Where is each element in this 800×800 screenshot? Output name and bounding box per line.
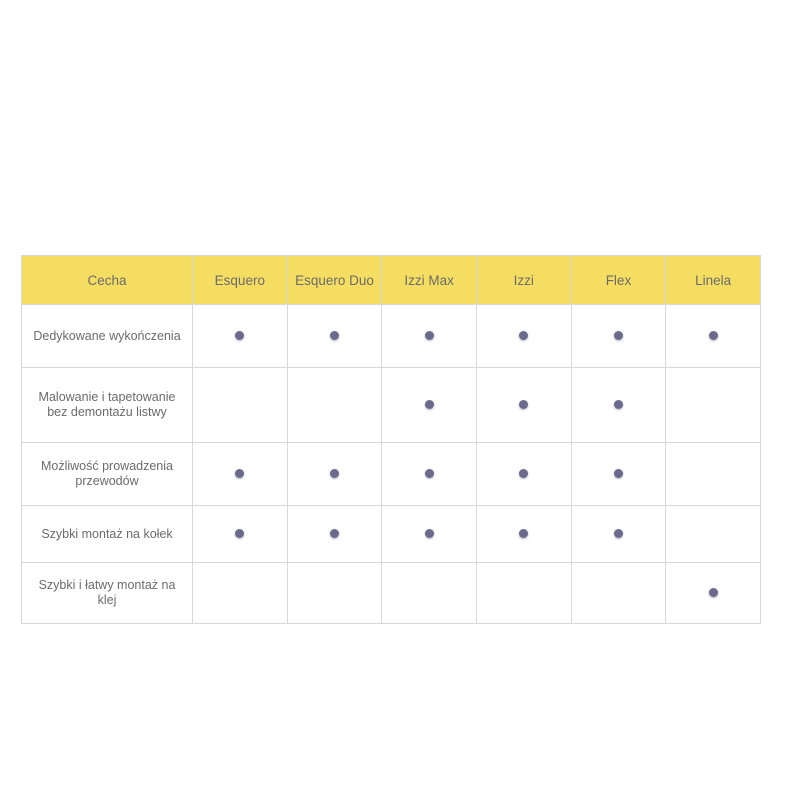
dot-marker-icon <box>614 400 623 409</box>
cell-linela <box>666 368 761 443</box>
cell-esquero-duo <box>287 506 382 563</box>
dot-marker-icon <box>425 400 434 409</box>
cell-esquero-duo <box>287 443 382 506</box>
cell-linela <box>666 305 761 368</box>
table-header <box>22 256 761 305</box>
dot-marker-icon <box>614 331 623 340</box>
column-header-izzi-max: Izzi Max <box>382 256 477 305</box>
cell-izzi <box>476 443 571 506</box>
cell-izzi <box>476 368 571 443</box>
table-body <box>22 305 761 624</box>
dot-marker-icon <box>519 400 528 409</box>
dot-marker-icon <box>425 469 434 478</box>
table-header-row <box>22 256 761 305</box>
cell-esquero <box>193 506 288 563</box>
column-header-linela: Linela <box>666 256 761 305</box>
cell-esquero <box>193 443 288 506</box>
feature-label: Szybki montaż na kołek <box>22 506 193 563</box>
feature-label: Dedykowane wykończenia <box>22 305 193 368</box>
table-row <box>22 506 761 563</box>
cell-izzi-max <box>382 506 477 563</box>
cell-linela <box>666 443 761 506</box>
table-row <box>22 563 761 624</box>
column-header-izzi: Izzi <box>476 256 571 305</box>
cell-linela <box>666 563 761 624</box>
column-header-esquero-duo: Esquero Duo <box>287 256 382 305</box>
column-header-esquero: Esquero <box>193 256 288 305</box>
feature-label: Możliwość prowadzenia przewodów <box>22 443 193 506</box>
cell-izzi-max <box>382 368 477 443</box>
feature-label: Szybki i łatwy montaż na klej <box>22 563 193 624</box>
cell-linela <box>666 506 761 563</box>
feature-label: Malowanie i tapetowanie bez demontażu listwy <box>22 368 193 443</box>
table-row <box>22 305 761 368</box>
cell-izzi-max <box>382 305 477 368</box>
comparison-table <box>21 255 761 624</box>
dot-marker-icon <box>235 529 244 538</box>
table-row <box>22 368 761 443</box>
cell-flex <box>571 305 666 368</box>
cell-esquero <box>193 563 288 624</box>
dot-marker-icon <box>425 529 434 538</box>
dot-marker-icon <box>519 529 528 538</box>
cell-izzi <box>476 506 571 563</box>
cell-flex <box>571 506 666 563</box>
cell-izzi-max <box>382 443 477 506</box>
cell-izzi-max <box>382 563 477 624</box>
cell-flex <box>571 368 666 443</box>
dot-marker-icon <box>330 529 339 538</box>
column-header-flex: Flex <box>571 256 666 305</box>
dot-marker-icon <box>330 469 339 478</box>
dot-marker-icon <box>709 588 718 597</box>
cell-esquero-duo <box>287 368 382 443</box>
cell-flex <box>571 443 666 506</box>
dot-marker-icon <box>709 331 718 340</box>
cell-izzi <box>476 563 571 624</box>
table-row <box>22 443 761 506</box>
dot-marker-icon <box>425 331 434 340</box>
cell-esquero <box>193 305 288 368</box>
dot-marker-icon <box>235 331 244 340</box>
dot-marker-icon <box>235 469 244 478</box>
cell-esquero-duo <box>287 305 382 368</box>
dot-marker-icon <box>519 331 528 340</box>
cell-flex <box>571 563 666 624</box>
cell-izzi <box>476 305 571 368</box>
column-header-feature: Cecha <box>22 256 193 305</box>
cell-esquero <box>193 368 288 443</box>
dot-marker-icon <box>330 331 339 340</box>
cell-esquero-duo <box>287 563 382 624</box>
dot-marker-icon <box>519 469 528 478</box>
comparison-table-container <box>21 255 761 624</box>
dot-marker-icon <box>614 529 623 538</box>
dot-marker-icon <box>614 469 623 478</box>
